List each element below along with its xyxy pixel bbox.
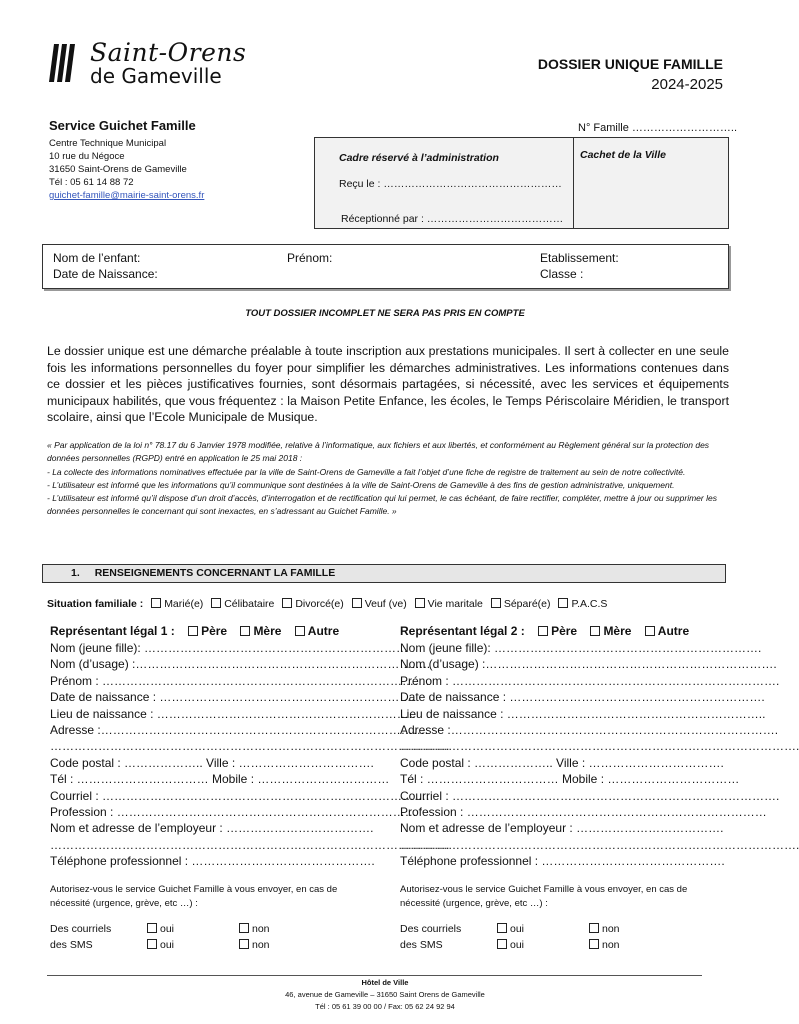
rep2-email-consent-row bbox=[400, 923, 720, 939]
rep2-field[interactable]: Nom et adresse de l’employeur : ………………………………. bbox=[400, 821, 724, 836]
option-label: non bbox=[252, 923, 270, 936]
rep1-title: Représentant légal 1 : bbox=[50, 624, 175, 638]
rep2-sms-consent-row bbox=[400, 939, 720, 955]
admin-divider bbox=[573, 138, 574, 228]
option-label: Mère bbox=[253, 624, 282, 638]
rep1-field[interactable]: Adresse :………………………………………………………………………. bbox=[50, 722, 429, 737]
option-label: non bbox=[252, 939, 270, 952]
checkbox-rep2-mother[interactable] bbox=[590, 626, 600, 636]
rep1-email-consent-row bbox=[50, 923, 370, 939]
family-situation-label: Situation familiale : bbox=[47, 598, 144, 610]
rep2-field[interactable]: ………………………………………………………………………………………. bbox=[400, 739, 799, 754]
checkbox-rep1-father[interactable] bbox=[188, 626, 198, 636]
document-title: DOSSIER UNIQUE FAMILLE bbox=[537, 56, 723, 72]
rep1-field[interactable]: Date de naissance : ………………………………………………………. bbox=[50, 690, 415, 705]
child-class-field[interactable]: Classe : bbox=[540, 267, 584, 281]
option-label: oui bbox=[160, 939, 175, 952]
rep1-field[interactable]: Prénom : ………………………………………………………………………. bbox=[50, 673, 430, 688]
rep1-field[interactable]: ………………………………………………………………………………………. bbox=[50, 837, 450, 852]
footer-divider bbox=[47, 975, 702, 976]
rep1-field[interactable]: ………………………………………………………………………………………. bbox=[50, 739, 450, 754]
rep2-field[interactable]: Lieu de naissance : ……………………………………………………….. bbox=[400, 706, 766, 721]
service-phone: Tél : 05 61 14 88 72 bbox=[49, 177, 134, 188]
footer-address: 46, avenue de Gameville – 31650 Saint Orens de Gameville bbox=[285, 990, 485, 999]
sms-consent-label: des SMS bbox=[400, 939, 443, 952]
checkbox-single[interactable] bbox=[211, 598, 221, 608]
admin-received-date-field[interactable]: Reçu le : …………………………………………… bbox=[339, 178, 562, 190]
rep2-field[interactable]: Tél : …………………………… Mobile : …………………………… bbox=[400, 772, 740, 787]
checkbox-divorced[interactable] bbox=[282, 598, 292, 608]
option-label: oui bbox=[510, 923, 525, 936]
checkbox-rep1-sms-yes[interactable] bbox=[147, 939, 157, 949]
rep2-field[interactable]: Téléphone professionnel : ………………………………………. bbox=[400, 854, 725, 869]
option-label: Père bbox=[551, 624, 578, 638]
option-label: Divorcé(e) bbox=[295, 598, 344, 610]
rep2-field[interactable]: Nom (jeune fille): …………………………………………………………. bbox=[400, 641, 762, 655]
checkbox-rep1-email-yes[interactable] bbox=[147, 923, 157, 933]
city-stamp-label: Cachet de la Ville bbox=[580, 149, 666, 161]
section-header-family bbox=[42, 564, 726, 583]
rep1-sms-consent-row bbox=[50, 939, 370, 955]
checkbox-rep2-father[interactable] bbox=[538, 626, 548, 636]
checkbox-rep1-sms-no[interactable] bbox=[239, 939, 249, 949]
footer-phone: Tél : 05 61 39 00 00 / Fax: 05 62 24 92 94 bbox=[315, 1002, 455, 1011]
rep1-field[interactable]: Nom (d’usage) :……………………………………………………………….. bbox=[50, 657, 431, 672]
option-label: oui bbox=[160, 923, 175, 936]
rep1-field[interactable]: Tél : …………………………… Mobile : …………………………… bbox=[50, 772, 390, 787]
city-logo-mark bbox=[48, 42, 78, 84]
footer-title: Hôtel de Ville bbox=[361, 978, 409, 987]
service-email-link[interactable]: guichet-famille@mairie-saint-orens.fr bbox=[49, 190, 205, 201]
rep2-header bbox=[400, 624, 720, 640]
option-label: Vie maritale bbox=[427, 598, 483, 610]
checkbox-separated[interactable] bbox=[491, 598, 501, 608]
legal-representative-2 bbox=[400, 624, 799, 955]
rep2-field[interactable]: Profession : ………………………………………………………………… bbox=[400, 804, 767, 819]
rep2-field[interactable]: Prénom : ………………………………………………………………………. bbox=[400, 673, 780, 688]
checkbox-rep1-other[interactable] bbox=[295, 626, 305, 636]
email-consent-label: Des courriels bbox=[400, 923, 462, 936]
service-title: Service Guichet Famille bbox=[49, 118, 196, 133]
sms-consent-label: des SMS bbox=[50, 939, 93, 952]
rgpd-line: - L’utilisateur est informé qu’il dispose d’un droit d’accès, d’interrogation et de rectification qui lui permet, le cas échéant, de faire rectifier, compléter, mettre à jour ou supprimer les données personnelles le concernant qui sont inexactes, en s’adressant au Guichet Famille. » bbox=[47, 493, 717, 517]
option-label: Veuf (ve) bbox=[364, 598, 407, 610]
rgpd-notice bbox=[47, 439, 729, 519]
checkbox-rep1-mother[interactable] bbox=[240, 626, 250, 636]
rgpd-line: - La collecte des informations nominatives effectuée par la ville de Saint-Orens de Gameville a fait l’objet d’une fiche de registre de traitement au sein de notre collectivité. bbox=[47, 466, 686, 477]
checkbox-pacs[interactable] bbox=[558, 598, 568, 608]
option-label: non bbox=[602, 923, 620, 936]
rep2-field[interactable]: ………………………………………………………………………………………. bbox=[400, 837, 799, 852]
rep2-field[interactable]: Nom (d’usage) :………………………………………………………………. bbox=[400, 657, 777, 672]
family-situation-row bbox=[47, 598, 607, 610]
section-title: RENSEIGNEMENTS CONCERNANT LA FAMILLE bbox=[94, 567, 336, 579]
rep2-field[interactable]: Date de naissance : ………………………………………………………. bbox=[400, 690, 765, 705]
rep2-field[interactable]: Courriel : ………………………………………………………………………. bbox=[400, 788, 780, 803]
rep2-contact-authorization: Autorisez-vous le service Guichet Famille à vous envoyer, en cas de nécessité (urgence, grève, etc …) : bbox=[400, 884, 688, 910]
checkbox-rep2-sms-yes[interactable] bbox=[497, 939, 507, 949]
option-label: oui bbox=[510, 939, 525, 952]
rep2-title: Représentant légal 2 : bbox=[400, 624, 525, 638]
checkbox-rep2-email-yes[interactable] bbox=[497, 923, 507, 933]
option-label: Père bbox=[201, 624, 228, 638]
checkbox-married[interactable] bbox=[151, 598, 161, 608]
option-label: Autre bbox=[307, 624, 340, 638]
option-label: Célibataire bbox=[224, 598, 275, 610]
child-info-box bbox=[42, 244, 729, 289]
legal-representative-1 bbox=[50, 624, 450, 955]
rgpd-line: « Par application de la loi n° 78.17 du 6 Janvier 1978 modifiée, relative à l’informatique, aux fichiers et aux libertés, et conformément au Règlement général sur la protection des données personnelles (RGPD) entré en application le 25 mai 2018 : bbox=[47, 440, 710, 464]
checkbox-rep2-sms-no[interactable] bbox=[589, 939, 599, 949]
intro-paragraph: Le dossier unique est une démarche préalable à toute inscription aux prestations municipales. Il sert à collecter en une seule fois les informations personnelles du foyer pour simplifier les démarches administratives. Les informations contenues dans ce dossier et les pièces justificatives fournies, sont désormais partagées, si nécessité, avec les services et équipements municipaux habilités, que vous fréquentez : la Maison Petite Enfance, les écoles, le Temps Périscolaire Méridien, le transport scolaire, ainsi que l’Ecole Municipale de Musique. bbox=[47, 344, 729, 424]
rep1-field[interactable]: Nom et adresse de l’employeur : ………………………………. bbox=[50, 821, 374, 836]
checkbox-rep1-email-no[interactable] bbox=[239, 923, 249, 933]
child-school-field[interactable]: Etablissement: bbox=[540, 251, 619, 265]
checkbox-widowed[interactable] bbox=[352, 598, 362, 608]
checkbox-rep2-email-no[interactable] bbox=[589, 923, 599, 933]
logo-text-line2: de Gameville bbox=[90, 64, 222, 88]
rep1-header bbox=[50, 624, 370, 640]
service-address-line: Centre Technique Municipal bbox=[49, 138, 167, 149]
admin-reserved-box bbox=[314, 137, 729, 229]
rep1-field[interactable]: Nom (jeune fille): ………………………………………………………… bbox=[50, 641, 409, 655]
service-address-line: 31650 Saint-Orens de Gameville bbox=[49, 164, 187, 175]
rep2-field[interactable]: Code postal : ……………….. Ville : ……………………………. bbox=[400, 755, 724, 770]
option-label: non bbox=[602, 939, 620, 952]
option-label: P.A.C.S bbox=[571, 598, 608, 610]
option-label: Séparé(e) bbox=[503, 598, 551, 610]
admin-box-title: Cadre réservé à l’administration bbox=[339, 152, 499, 164]
rep1-field[interactable]: Profession : ………………………………………………………………… bbox=[50, 804, 417, 819]
option-label: Marié(e) bbox=[164, 598, 204, 610]
document-year: 2024-2025 bbox=[651, 76, 723, 93]
service-address-line: 10 rue du Négoce bbox=[49, 151, 125, 162]
rep1-field[interactable]: Lieu de naissance : ……………………………………………………….. bbox=[50, 706, 416, 721]
rep1-field[interactable]: Courriel : ………………………………………………………………………. bbox=[50, 788, 430, 803]
child-name-field[interactable]: Nom de l’enfant: bbox=[53, 251, 141, 265]
option-label: Autre bbox=[657, 624, 690, 638]
rep2-field[interactable]: Adresse :………………………………………………………………………. bbox=[400, 722, 779, 737]
child-birthdate-field[interactable]: Date de Naissance: bbox=[53, 267, 158, 281]
child-firstname-field[interactable]: Prénom: bbox=[287, 251, 333, 265]
checkbox-rep2-other[interactable] bbox=[645, 626, 655, 636]
famille-number-field[interactable]: N° Famille ……………………….. bbox=[578, 122, 738, 134]
rep1-contact-authorization: Autorisez-vous le service Guichet Famille à vous envoyer, en cas de nécessité (urgence, grève, etc …) : bbox=[50, 884, 338, 910]
checkbox-cohabiting[interactable] bbox=[415, 598, 425, 608]
email-consent-label: Des courriels bbox=[50, 923, 112, 936]
section-number: 1. bbox=[71, 567, 80, 579]
admin-received-by-field[interactable]: Réceptionné par : ………………………………… bbox=[341, 213, 564, 225]
incomplete-warning: TOUT DOSSIER INCOMPLET NE SERA PAS PRIS EN COMPTE bbox=[245, 308, 525, 319]
rgpd-line: - L’utilisateur est informé que les informations qu’il communique sont destinées à la ville de Saint-Orens de Gameville à des fins de gestion administrative, uniquement. bbox=[47, 479, 675, 490]
logo-text-line1: Saint-Orens bbox=[90, 38, 247, 67]
rep1-field[interactable]: Code postal : ……………….. Ville : ……………………………. bbox=[50, 755, 374, 770]
option-label: Mère bbox=[603, 624, 632, 638]
rep1-field[interactable]: Téléphone professionnel : ………………………………………. bbox=[50, 854, 375, 869]
